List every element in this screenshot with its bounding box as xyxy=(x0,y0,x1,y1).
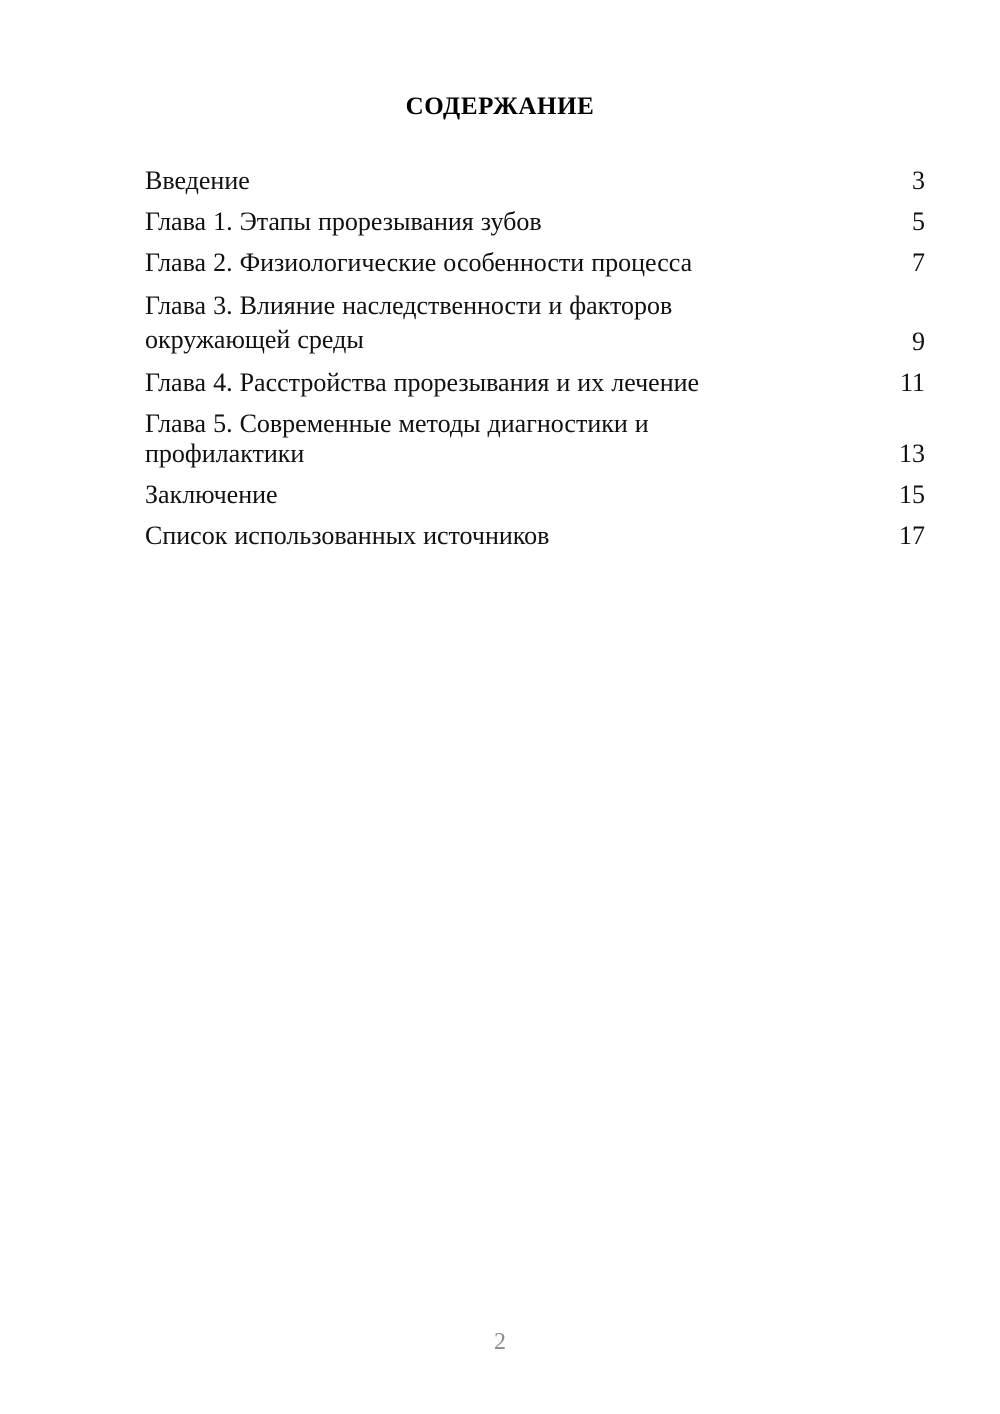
toc-entry-page-number: 15 xyxy=(899,480,925,509)
footer-page-number: 2 xyxy=(494,1329,506,1355)
toc-entry-page-number: 13 xyxy=(899,439,925,468)
toc-entry[interactable] xyxy=(145,289,925,357)
toc-entry[interactable] xyxy=(145,409,925,469)
toc-entry[interactable] xyxy=(145,207,925,237)
toc-entry-page-number: 17 xyxy=(899,521,925,550)
toc-entry-label: Глава 5. Современные методы диагностики и профилактики xyxy=(145,409,649,468)
page-title: СОДЕРЖАНИЕ xyxy=(405,93,595,120)
toc-entry-page-number: 7 xyxy=(912,248,925,277)
table-of-contents xyxy=(145,166,925,562)
toc-entry[interactable] xyxy=(145,368,925,398)
toc-entry[interactable] xyxy=(145,166,925,196)
toc-entry[interactable] xyxy=(145,521,925,551)
toc-entry-page-number: 5 xyxy=(912,207,925,236)
toc-entry-label: Глава 2. Физиологические особенности процесса xyxy=(145,248,693,277)
toc-entry[interactable] xyxy=(145,248,925,278)
toc-entry-label: Список использованных источников xyxy=(145,521,550,550)
toc-entry-label: Глава 3. Влияние наследственности и факторов окружающей среды xyxy=(145,291,673,354)
toc-entry-page-number: 9 xyxy=(912,327,925,356)
toc-entry-label: Введение xyxy=(145,166,250,195)
toc-entry-label: Глава 4. Расстройства прорезывания и их лечение xyxy=(145,368,700,397)
toc-entry-label: Глава 1. Этапы прорезывания зубов xyxy=(145,207,542,236)
toc-entry-page-number: 3 xyxy=(912,166,925,195)
toc-entry-page-number: 11 xyxy=(899,368,925,397)
toc-entry[interactable] xyxy=(145,480,925,510)
toc-entry-label: Заключение xyxy=(145,480,278,509)
